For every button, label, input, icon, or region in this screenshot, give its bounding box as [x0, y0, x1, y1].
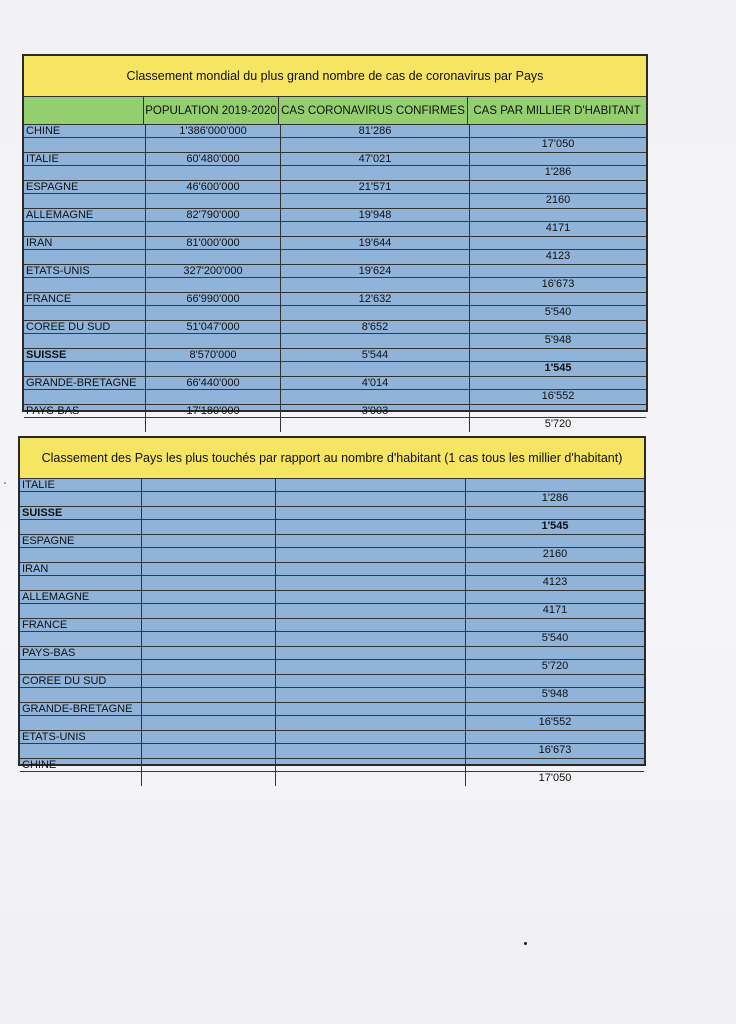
empty-cell [142, 507, 276, 534]
table-row [24, 209, 646, 237]
country-cell: FRANCE [24, 293, 146, 320]
per-thousand-cell: 16'552 [538, 716, 572, 728]
empty-cell [276, 731, 466, 758]
country-cell: IRAN [20, 563, 142, 590]
country-cell: GRANDE-BRETAGNE [24, 377, 146, 404]
table1-header-row [24, 97, 646, 125]
country-cell: SUISSE [24, 349, 146, 376]
cases-cell: 47'021 [281, 153, 470, 180]
country-cell: ETATS-UNIS [24, 265, 146, 292]
table-row [24, 293, 646, 321]
table1-title: Classement mondial du plus grand nombre de cas de coronavirus par Pays [24, 56, 646, 97]
world-ranking-table [22, 54, 648, 430]
per-thousand-cell: 5'720 [541, 660, 569, 672]
per-thousand-cell: 5'720 [544, 418, 572, 430]
per-thousand-cell: 4171 [542, 604, 568, 616]
table-row [20, 619, 644, 647]
table-row [24, 405, 646, 432]
per-thousand-cell: 5'948 [541, 688, 569, 700]
table-row [20, 759, 644, 786]
cases-cell: 81'286 [281, 125, 470, 152]
scan-speck [524, 942, 527, 945]
per-thousand-cell: 17'050 [541, 138, 575, 150]
population-cell: 17'180'000 [146, 405, 281, 432]
population-cell: 1'386'000'000 [146, 125, 281, 152]
table-row [24, 237, 646, 265]
cases-cell: 12'632 [281, 293, 470, 320]
empty-cell [276, 563, 466, 590]
empty-cell [276, 507, 466, 534]
country-cell: ALLEMAGNE [24, 209, 146, 236]
empty-cell [142, 675, 276, 702]
population-cell: 82'790'000 [146, 209, 281, 236]
empty-cell [142, 647, 276, 674]
per-thousand-cell: 16'673 [538, 744, 572, 756]
empty-cell [142, 591, 276, 618]
country-cell: IRAN [24, 237, 146, 264]
table-row [24, 153, 646, 181]
per-thousand-cell: 16'673 [541, 278, 575, 290]
country-cell: ETATS-UNIS [20, 731, 142, 758]
empty-cell [276, 619, 466, 646]
per-thousand-cell: 4123 [542, 576, 568, 588]
population-cell: 60'480'000 [146, 153, 281, 180]
country-cell: ESPAGNE [24, 181, 146, 208]
empty-cell [142, 703, 276, 730]
table-row [24, 125, 646, 153]
population-cell: 327'200'000 [146, 265, 281, 292]
country-cell: CHINE [24, 125, 146, 152]
empty-cell [142, 731, 276, 758]
country-cell: SUISSE [20, 507, 142, 534]
table-row [24, 181, 646, 209]
empty-cell [142, 563, 276, 590]
empty-cell [276, 675, 466, 702]
per-thousand-cell: 4171 [545, 222, 571, 234]
header-population: POPULATION 2019-2020 [144, 97, 279, 124]
per-thousand-cell: 5'540 [544, 306, 572, 318]
per-thousand-cell: 2160 [545, 194, 571, 206]
per-thousand-cell: 16'552 [541, 390, 575, 402]
empty-cell [276, 647, 466, 674]
empty-cell [142, 619, 276, 646]
table-row [20, 591, 644, 619]
country-cell: ITALIE [24, 153, 146, 180]
per-thousand-cell: 1'545 [541, 520, 569, 532]
header-country [24, 97, 144, 124]
empty-cell [276, 479, 466, 506]
table-row [20, 507, 644, 535]
empty-cell [276, 535, 466, 562]
table-row [20, 675, 644, 703]
empty-cell [142, 479, 276, 506]
per-thousand-cell: 5'948 [544, 334, 572, 346]
table2-title: Classement des Pays les plus touchés par rapport au nombre d'habitant (1 cas tous les millier d'habitant) [20, 438, 644, 479]
country-cell: GRANDE-BRETAGNE [20, 703, 142, 730]
country-cell: ITALIE [20, 479, 142, 506]
country-cell: PAYS-BAS [24, 405, 146, 432]
per-thousand-cell: 1'286 [544, 166, 572, 178]
table-row [24, 321, 646, 349]
population-cell: 66'990'000 [146, 293, 281, 320]
cases-cell: 5'544 [281, 349, 470, 376]
table-row [24, 377, 646, 405]
country-cell: CHINE [20, 759, 142, 786]
cases-cell: 8'652 [281, 321, 470, 348]
population-cell: 8'570'000 [146, 349, 281, 376]
per-thousand-cell: 2160 [542, 548, 568, 560]
population-cell: 66'440'000 [146, 377, 281, 404]
cases-cell: 4'014 [281, 377, 470, 404]
country-cell: FRANCE [20, 619, 142, 646]
cases-cell: 19'624 [281, 265, 470, 292]
per-thousand-cell: 1'286 [541, 492, 569, 504]
empty-cell [142, 759, 276, 786]
per-thousand-cell: 4123 [545, 250, 571, 262]
table-row [20, 479, 644, 507]
per-thousand-cell: 1'545 [544, 362, 572, 374]
table-row [20, 647, 644, 675]
cases-cell: 19'644 [281, 237, 470, 264]
table1-body [24, 125, 646, 432]
table-row [20, 703, 644, 731]
table2-body [20, 479, 644, 786]
population-cell: 46'600'000 [146, 181, 281, 208]
table-row [20, 563, 644, 591]
empty-cell [276, 703, 466, 730]
cases-cell: 19'948 [281, 209, 470, 236]
header-cases-per-thousand: CAS PAR MILLIER D'HABITANT [473, 104, 641, 117]
per-capita-ranking-table [18, 436, 646, 784]
cases-cell: 3'003 [281, 405, 470, 432]
empty-cell [276, 759, 466, 786]
scan-speck [4, 482, 6, 484]
population-cell: 81'000'000 [146, 237, 281, 264]
empty-cell [142, 535, 276, 562]
per-thousand-cell: 17'050 [538, 772, 572, 784]
empty-cell [276, 591, 466, 618]
cases-cell: 21'571 [281, 181, 470, 208]
table-row [20, 731, 644, 759]
header-confirmed-cases: CAS CORONAVIRUS CONFIRMES [279, 97, 468, 124]
country-cell: COREE DU SUD [24, 321, 146, 348]
table-row [20, 535, 644, 563]
country-cell: ESPAGNE [20, 535, 142, 562]
table-row [24, 265, 646, 293]
population-cell: 51'047'000 [146, 321, 281, 348]
table-row [24, 349, 646, 377]
country-cell: COREE DU SUD [20, 675, 142, 702]
country-cell: PAYS-BAS [20, 647, 142, 674]
per-thousand-cell: 5'540 [541, 632, 569, 644]
country-cell: ALLEMAGNE [20, 591, 142, 618]
